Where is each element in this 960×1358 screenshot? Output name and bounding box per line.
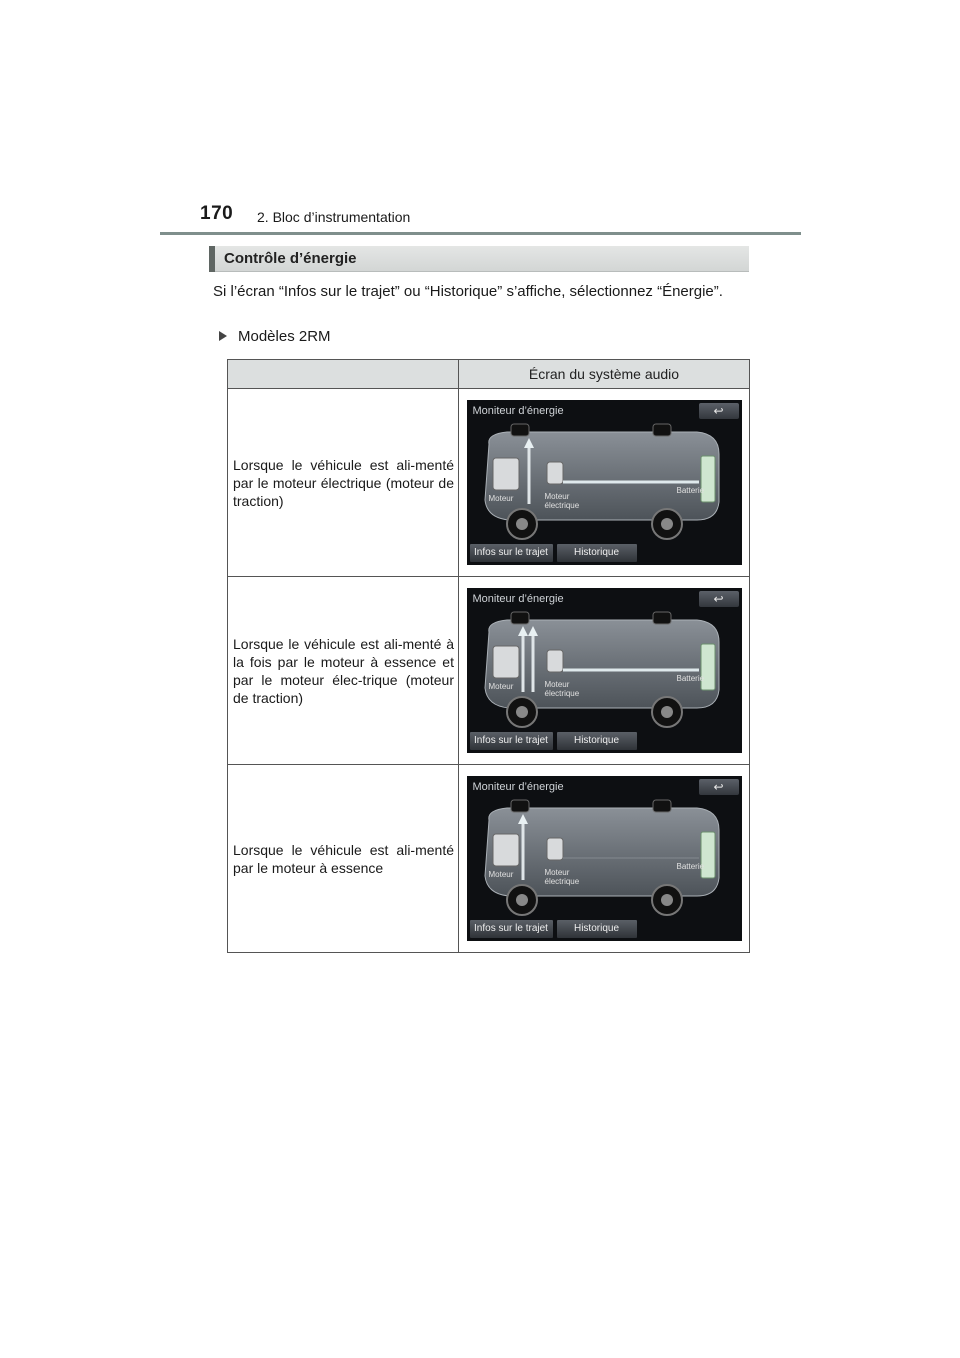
label-motor-line2: électrique: [544, 501, 580, 510]
label-motor: [545, 868, 580, 886]
label-engine: Moteur: [488, 870, 514, 879]
label-motor-line2: électrique: [544, 689, 580, 698]
label-motor-line1: Moteur: [544, 680, 570, 689]
energy-monitor-screen: [467, 400, 742, 565]
label-battery: Batterie: [676, 862, 705, 871]
car-diagram: [467, 420, 742, 542]
label-battery: Batterie: [676, 486, 705, 495]
label-motor-line1: Moteur: [544, 492, 570, 501]
row-screenshot: [459, 389, 750, 577]
history-button[interactable]: Historique: [557, 544, 637, 562]
screen-title: Moniteur d’énergie: [472, 405, 564, 417]
table-row: [228, 389, 750, 577]
return-arrow-icon: ↩: [713, 592, 724, 606]
table-header-right: Écran du système audio: [459, 360, 750, 389]
section-heading-bar: [209, 246, 215, 272]
history-button[interactable]: Historique: [557, 732, 637, 750]
trip-info-button[interactable]: Infos sur le trajet: [470, 544, 553, 562]
energy-monitor-screen: [467, 776, 742, 941]
model-line: [219, 328, 331, 345]
label-motor-line1: Moteur: [544, 868, 570, 877]
table-row: [228, 765, 750, 953]
label-motor-line2: électrique: [544, 877, 580, 886]
triangle-bullet-icon: [219, 331, 227, 341]
row-screenshot: [459, 765, 750, 953]
trip-info-button[interactable]: Infos sur le trajet: [470, 732, 553, 750]
car-diagram: [467, 608, 742, 730]
label-motor: [545, 492, 580, 510]
header-rule: [160, 232, 801, 235]
back-button[interactable]: [699, 591, 739, 607]
return-arrow-icon: ↩: [713, 780, 724, 794]
intro-text: Si l’écran “Infos sur le trajet” ou “Historique” s’affiche, sélectionnez “Énergie”.: [213, 283, 723, 300]
history-button[interactable]: Historique: [557, 920, 637, 938]
section-heading-label: Contrôle d’énergie: [224, 250, 357, 267]
chapter-title: 2. Bloc d’instrumentation: [257, 209, 411, 225]
trip-info-button[interactable]: Infos sur le trajet: [470, 920, 553, 938]
table-row: [228, 577, 750, 765]
row-description: Lorsque le véhicule est ali-menté par le moteur à essence: [228, 765, 459, 953]
label-battery: Batterie: [676, 674, 705, 683]
row-screenshot: [459, 577, 750, 765]
energy-monitor-screen: [467, 588, 742, 753]
screen-title: Moniteur d’énergie: [472, 593, 564, 605]
car-diagram: [467, 796, 742, 918]
model-label: Modèles 2RM: [238, 328, 331, 345]
row-description: Lorsque le véhicule est ali-menté par le moteur électrique (moteur de traction): [228, 389, 459, 577]
label-engine: Moteur: [488, 682, 514, 691]
screen-title: Moniteur d’énergie: [472, 781, 564, 793]
label-motor: [545, 680, 580, 698]
table-header-left: [228, 360, 459, 389]
table-header-row: [228, 360, 750, 389]
label-engine: Moteur: [488, 494, 514, 503]
back-button[interactable]: [699, 779, 739, 795]
energy-monitor-table: [227, 359, 750, 953]
page-number: 170: [200, 203, 234, 224]
section-heading: [209, 246, 749, 272]
back-button[interactable]: [699, 403, 739, 419]
return-arrow-icon: ↩: [713, 404, 724, 418]
row-description: Lorsque le véhicule est ali-menté à la fois par le moteur à essence et par le moteur élec-trique (moteur de traction): [228, 577, 459, 765]
